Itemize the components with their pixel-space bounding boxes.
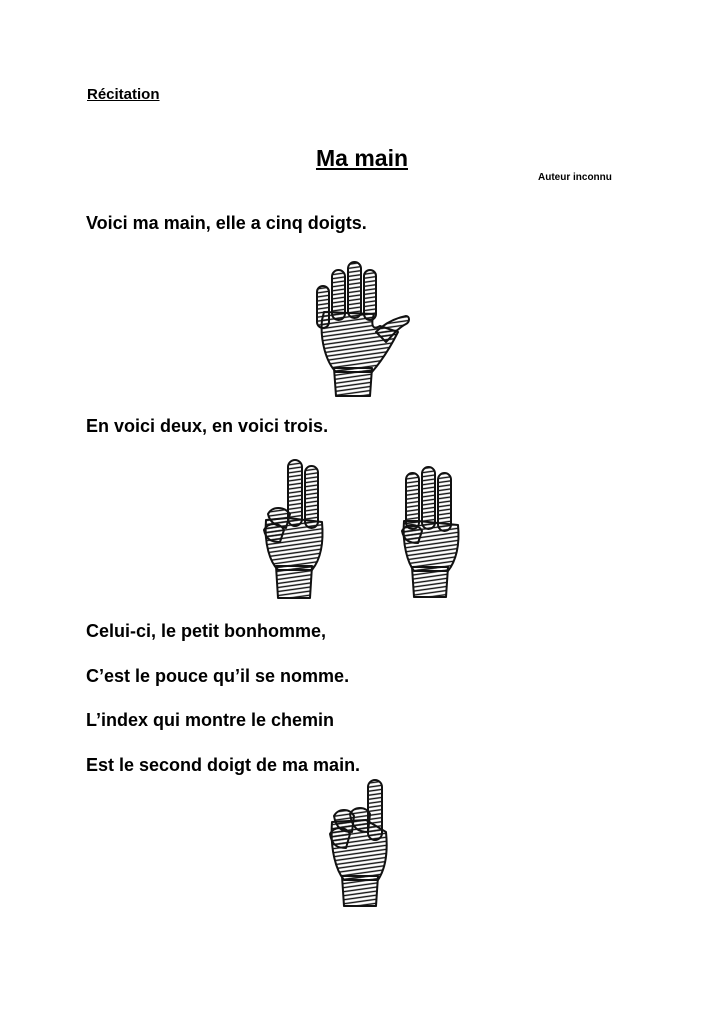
verse-line-3: Celui-ci, le petit bonhomme, xyxy=(86,621,327,641)
section-label: Récitation xyxy=(87,86,160,103)
hand-index-pointing-icon xyxy=(326,776,396,908)
verse-line-1: Voici ma main, elle a cinq doigts. xyxy=(86,213,367,233)
hand-three-fingers-icon xyxy=(398,463,468,601)
open-hand-five-fingers-icon xyxy=(300,258,415,398)
poem-author: Auteur inconnu xyxy=(538,172,612,183)
poem-title: Ma main xyxy=(315,145,409,171)
hand-two-fingers-icon xyxy=(258,456,333,601)
verse-line-6: Est le second doigt de ma main. xyxy=(86,755,361,775)
verse-line-4: C’est le pouce qu’il se nomme. xyxy=(86,666,350,686)
verse-line-2: En voici deux, en voici trois. xyxy=(86,416,329,436)
verse-line-5: L’index qui montre le chemin xyxy=(86,710,335,730)
